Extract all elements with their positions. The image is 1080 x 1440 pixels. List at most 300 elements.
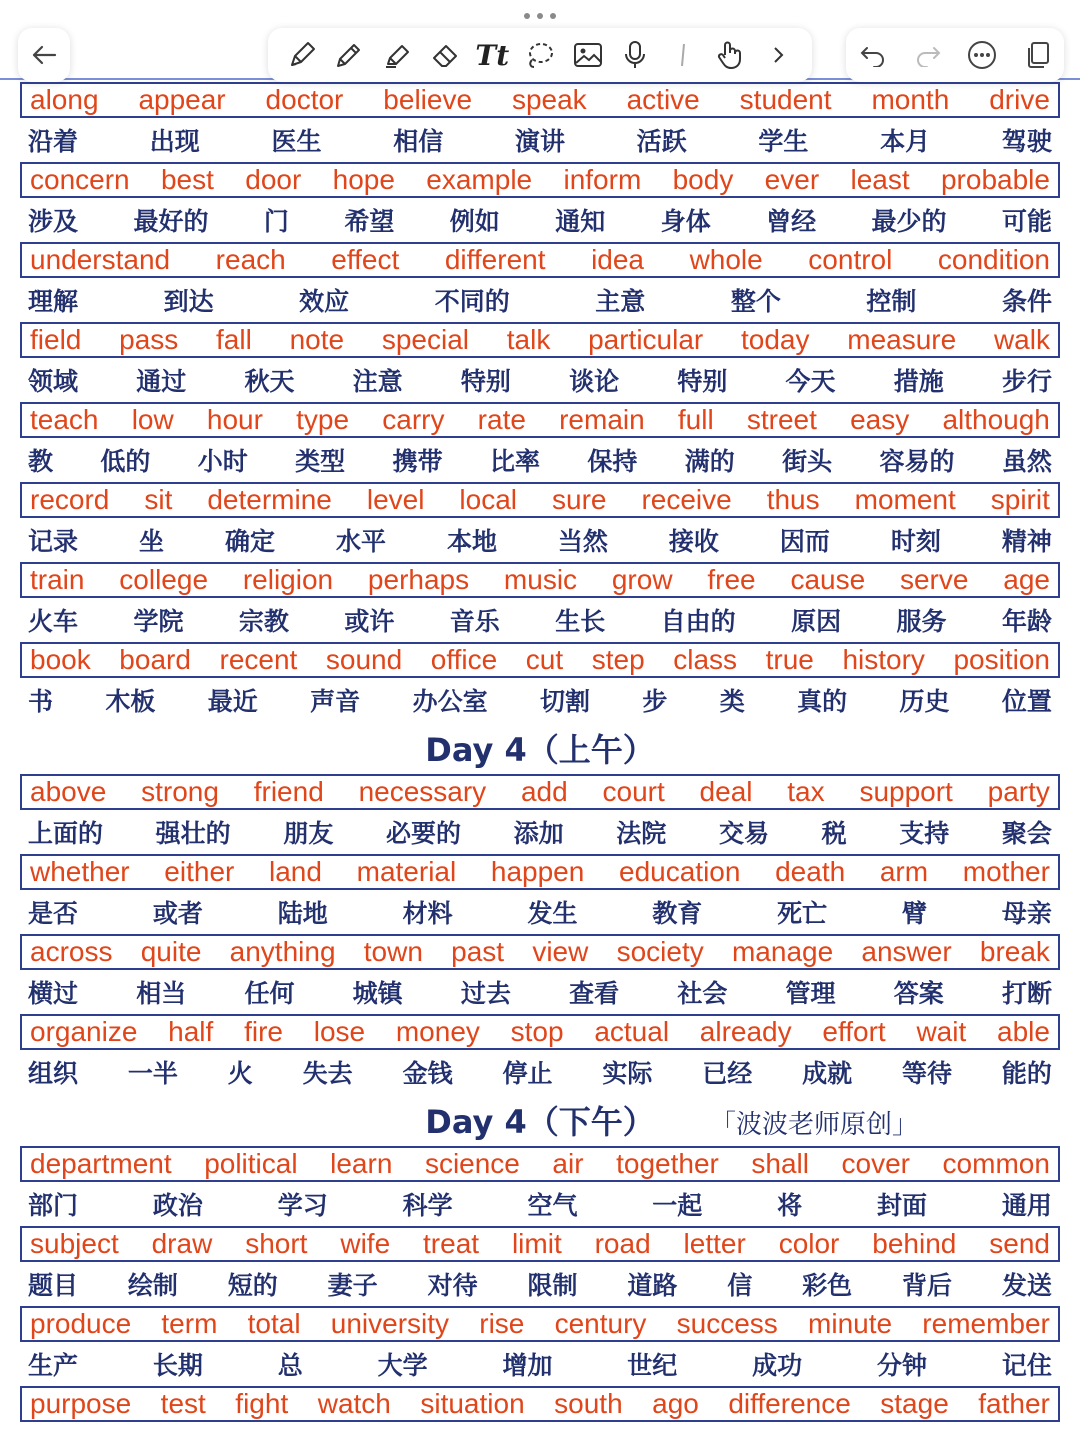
english-word: student [739, 84, 832, 115]
chinese-translation: 生产 [28, 1351, 79, 1380]
english-word: easy [850, 404, 910, 435]
chinese-translation: 记录 [28, 527, 79, 556]
english-word: moment [854, 484, 956, 515]
english-word: material [356, 856, 457, 887]
english-word: today [741, 324, 810, 355]
chinese-translation: 办公室 [412, 687, 488, 716]
chinese-translation: 音乐 [449, 607, 500, 636]
chinese-translation: 聚会 [1001, 819, 1052, 848]
chinese-translation: 实际 [602, 1059, 653, 1088]
chinese-translation: 死亡 [777, 899, 828, 928]
chinese-translation: 背后 [902, 1271, 953, 1300]
pages-icon[interactable] [1017, 35, 1057, 75]
english-word: watch [317, 1388, 391, 1419]
english-word-row [20, 1014, 1060, 1050]
chinese-translation: 材料 [402, 899, 453, 928]
chinese-translation: 医生 [271, 127, 322, 156]
english-word: already [699, 1016, 792, 1047]
english-word: color [778, 1228, 840, 1259]
english-word: carry [382, 404, 445, 435]
chinese-translation: 携带 [392, 447, 443, 476]
english-word: party [987, 776, 1050, 807]
english-word: treat [423, 1228, 480, 1259]
chinese-translation: 主意 [595, 287, 646, 316]
redo-icon[interactable] [908, 35, 948, 75]
english-word: able [997, 1016, 1050, 1047]
english-word: view [532, 936, 589, 967]
chinese-translation: 封面 [877, 1191, 928, 1220]
english-word: behind [872, 1228, 957, 1259]
chinese-translation: 出现 [149, 127, 200, 156]
english-word: effect [331, 244, 400, 275]
chinese-translation: 支持 [899, 819, 950, 848]
chinese-translation: 原因 [791, 607, 842, 636]
english-word: past [451, 936, 505, 967]
chinese-translation: 已经 [702, 1059, 753, 1088]
chinese-translation: 部门 [28, 1191, 79, 1220]
chinese-translation: 法院 [616, 819, 667, 848]
chinese-translation: 类型 [295, 447, 346, 476]
chinese-translation: 组织 [28, 1059, 79, 1088]
chinese-translation-row [20, 438, 1060, 482]
chinese-translation: 教 [28, 447, 54, 476]
english-word: shall [751, 1148, 809, 1179]
english-word: half [168, 1016, 214, 1047]
chinese-translation: 学院 [133, 607, 184, 636]
english-word: whether [30, 856, 130, 887]
finger-icon[interactable] [710, 35, 750, 75]
english-word: appear [138, 84, 226, 115]
english-word-row [20, 162, 1060, 198]
english-word: difference [728, 1388, 851, 1419]
chinese-translation-row [20, 1342, 1060, 1386]
chinese-translation: 当然 [557, 527, 608, 556]
english-word: best [160, 164, 214, 195]
english-word: understand [30, 244, 171, 275]
chinese-translation: 或许 [344, 607, 395, 636]
english-word-row [20, 1306, 1060, 1342]
chinese-translation: 沿着 [28, 127, 79, 156]
chinese-translation: 成就 [802, 1059, 853, 1088]
chinese-translation: 道路 [627, 1271, 678, 1300]
chinese-translation: 街头 [782, 447, 833, 476]
english-word-row [20, 642, 1060, 678]
chinese-translation: 总 [277, 1351, 303, 1380]
english-word: manage [731, 936, 834, 967]
english-word: success [676, 1308, 778, 1339]
english-word-row [20, 854, 1060, 890]
chinese-translation: 或者 [152, 899, 203, 928]
window-grabber[interactable] [524, 10, 556, 22]
chinese-translation: 领域 [28, 367, 79, 396]
english-word: train [30, 564, 85, 595]
english-word: determine [207, 484, 332, 515]
chinese-translation: 特别 [460, 367, 511, 396]
english-word: free [707, 564, 756, 595]
english-word: town [363, 936, 423, 967]
chinese-translation: 打断 [1001, 979, 1052, 1008]
chinese-translation: 演讲 [514, 127, 565, 156]
english-word-row [20, 482, 1060, 518]
chinese-translation: 因而 [779, 527, 830, 556]
chinese-translation: 是否 [28, 899, 79, 928]
vocabulary-section [20, 1146, 1060, 1422]
vocabulary-page [20, 82, 1060, 1422]
chinese-translation-row [20, 678, 1060, 722]
english-word: road [594, 1228, 651, 1259]
chinese-translation: 年龄 [1001, 607, 1052, 636]
chinese-translation: 最好的 [133, 207, 209, 236]
english-word: age [1003, 564, 1050, 595]
english-word: fire [244, 1016, 283, 1047]
chinese-translation: 科学 [402, 1191, 453, 1220]
english-word: special [381, 324, 469, 355]
english-word: believe [383, 84, 473, 115]
chinese-translation: 火 [227, 1059, 253, 1088]
english-word: answer [861, 936, 952, 967]
chinese-translation: 特别 [677, 367, 728, 396]
back-group [18, 28, 70, 82]
english-word: reach [215, 244, 286, 275]
english-word: anything [229, 936, 336, 967]
english-word: talk [506, 324, 551, 355]
english-word: learn [330, 1148, 393, 1179]
chinese-translation: 绘制 [127, 1271, 178, 1300]
english-word-row [20, 934, 1060, 970]
english-word: organize [30, 1016, 138, 1047]
chinese-translation: 查看 [569, 979, 620, 1008]
chinese-translation: 将 [777, 1191, 803, 1220]
english-word: record [30, 484, 110, 515]
english-word: support [859, 776, 953, 807]
chinese-translation: 精神 [1001, 527, 1052, 556]
english-word: example [426, 164, 533, 195]
english-word: stop [510, 1016, 564, 1047]
chinese-translation: 对待 [427, 1271, 478, 1300]
english-word-row [20, 774, 1060, 810]
english-word: friend [253, 776, 324, 807]
author-signature: 「波波老师原创」 [710, 1110, 919, 1140]
english-word-row [20, 1146, 1060, 1182]
english-word: wait [916, 1016, 967, 1047]
chinese-translation: 金钱 [402, 1059, 453, 1088]
english-word: walk [993, 324, 1050, 355]
chinese-translation: 服务 [896, 607, 947, 636]
english-word: above [30, 776, 107, 807]
chinese-translation: 记住 [1001, 1351, 1052, 1380]
english-word: door [245, 164, 302, 195]
chevron-right-icon[interactable] [758, 35, 798, 75]
english-word-row [20, 322, 1060, 358]
chinese-translation: 通知 [555, 207, 606, 236]
image-icon[interactable] [568, 35, 608, 75]
english-word: subject [30, 1228, 119, 1259]
chinese-translation: 母亲 [1001, 899, 1052, 928]
english-word-row [20, 402, 1060, 438]
chinese-translation: 低的 [100, 447, 151, 476]
section-title: Day 4（下午） [425, 1103, 655, 1141]
english-word: lose [313, 1016, 366, 1047]
chinese-translation-row [20, 278, 1060, 322]
chinese-translation: 容易的 [879, 447, 955, 476]
english-word: court [602, 776, 665, 807]
chinese-translation: 成功 [752, 1351, 803, 1380]
chinese-translation-row [20, 970, 1060, 1014]
chinese-translation: 生长 [555, 607, 606, 636]
english-word-row [20, 562, 1060, 598]
english-word: happen [490, 856, 585, 887]
chinese-translation: 曾经 [766, 207, 817, 236]
english-word: least [850, 164, 910, 195]
highlighter-icon[interactable] [377, 35, 417, 75]
chinese-translation: 税 [821, 819, 847, 848]
tool-palette [268, 28, 812, 82]
chinese-translation: 横过 [28, 979, 79, 1008]
english-word: recent [219, 644, 298, 675]
chinese-translation: 最近 [207, 687, 258, 716]
pencil-icon[interactable] [329, 35, 369, 75]
chinese-translation: 历史 [899, 687, 950, 716]
chinese-translation: 彩色 [802, 1271, 853, 1300]
chinese-translation: 今天 [785, 367, 836, 396]
english-word: century [554, 1308, 647, 1339]
english-word: mother [962, 856, 1050, 887]
english-word: hour [206, 404, 263, 435]
english-word: fight [235, 1388, 289, 1419]
english-word: draw [151, 1228, 213, 1259]
chinese-translation: 真的 [797, 687, 848, 716]
english-word: minute [808, 1308, 893, 1339]
chinese-translation: 谈论 [569, 367, 620, 396]
chinese-translation: 水平 [335, 527, 386, 556]
english-word: test [160, 1388, 206, 1419]
english-word: music [503, 564, 578, 595]
chinese-translation: 门 [263, 207, 289, 236]
chinese-translation: 小时 [197, 447, 248, 476]
chinese-translation: 身体 [660, 207, 711, 236]
chinese-translation: 本月 [880, 127, 931, 156]
english-word: probable [940, 164, 1050, 195]
chinese-translation: 控制 [866, 287, 917, 316]
english-word: cause [790, 564, 866, 595]
microphone-icon[interactable] [615, 35, 655, 75]
undo-icon[interactable] [853, 35, 893, 75]
chinese-translation: 最少的 [871, 207, 947, 236]
chinese-translation: 发生 [527, 899, 578, 928]
english-word: south [554, 1388, 623, 1419]
chinese-translation: 希望 [344, 207, 395, 236]
chinese-translation: 通用 [1001, 1191, 1052, 1220]
english-word: along [30, 84, 99, 115]
chinese-translation-row [20, 1182, 1060, 1226]
english-word: together [616, 1148, 719, 1179]
chinese-translation: 满的 [684, 447, 735, 476]
english-word: teach [30, 404, 99, 435]
english-word: father [978, 1388, 1050, 1419]
chinese-translation-row [20, 890, 1060, 934]
chinese-translation: 能的 [1001, 1059, 1052, 1088]
chinese-translation: 步行 [1001, 367, 1052, 396]
english-word: limit [511, 1228, 562, 1259]
english-word: field [30, 324, 82, 355]
chinese-translation: 步 [642, 687, 668, 716]
chinese-translation: 到达 [163, 287, 214, 316]
chinese-translation: 教育 [652, 899, 703, 928]
more-icon[interactable] [962, 35, 1002, 75]
english-word: department [30, 1148, 172, 1179]
chinese-translation-row [20, 358, 1060, 402]
toolbar-separator [663, 35, 703, 75]
chinese-translation: 城镇 [352, 979, 403, 1008]
chinese-translation: 信 [727, 1271, 753, 1300]
english-word: particular [588, 324, 704, 355]
chinese-translation: 秋天 [244, 367, 295, 396]
chinese-translation-row [20, 518, 1060, 562]
english-word: class [673, 644, 738, 675]
chinese-translation: 效应 [299, 287, 350, 316]
english-word: step [591, 644, 645, 675]
chinese-translation: 不同的 [434, 287, 510, 316]
chinese-translation: 类 [719, 687, 745, 716]
lasso-icon[interactable] [520, 35, 560, 75]
chinese-translation: 切割 [539, 687, 590, 716]
english-word: death [775, 856, 846, 887]
chinese-translation: 整个 [730, 287, 781, 316]
english-word: although [942, 404, 1050, 435]
english-word: wife [340, 1228, 391, 1259]
english-word: send [989, 1228, 1050, 1259]
english-word: produce [30, 1308, 132, 1339]
english-word: concern [30, 164, 130, 195]
chinese-translation: 限制 [527, 1271, 578, 1300]
chinese-translation: 必要的 [385, 819, 461, 848]
english-word: either [164, 856, 235, 887]
english-word: tax [787, 776, 825, 807]
chinese-translation: 失去 [302, 1059, 353, 1088]
chinese-translation: 题目 [28, 1271, 79, 1300]
chinese-translation: 活跃 [636, 127, 687, 156]
chinese-translation: 位置 [1001, 687, 1052, 716]
english-word: receive [641, 484, 732, 515]
chinese-translation: 书 [28, 687, 54, 716]
english-word: note [289, 324, 345, 355]
action-group [846, 28, 1064, 82]
chinese-translation: 短的 [227, 1271, 278, 1300]
chinese-translation: 注意 [352, 367, 403, 396]
english-word: spirit [990, 484, 1050, 515]
chinese-translation: 驾驶 [1001, 127, 1052, 156]
english-word: rise [479, 1308, 525, 1339]
english-word: sure [552, 484, 607, 515]
english-word-row [20, 242, 1060, 278]
english-word: perhaps [367, 564, 470, 595]
chinese-translation: 时刻 [890, 527, 941, 556]
chinese-translation: 宗教 [238, 607, 289, 636]
english-word: air [552, 1148, 584, 1179]
chinese-translation: 上面的 [28, 819, 104, 848]
arrow-left-icon[interactable] [24, 35, 64, 75]
chinese-translation: 任何 [244, 979, 295, 1008]
english-word: remember [922, 1308, 1050, 1339]
chinese-translation: 社会 [677, 979, 728, 1008]
english-word: university [330, 1308, 450, 1339]
chinese-translation-row [20, 118, 1060, 162]
chinese-translation-row [20, 1050, 1060, 1094]
chinese-translation: 相当 [136, 979, 187, 1008]
english-word: serve [899, 564, 969, 595]
english-word: level [366, 484, 425, 515]
chinese-translation: 可能 [1001, 207, 1052, 236]
vocabulary-section [20, 82, 1060, 722]
pen-icon[interactable] [282, 35, 322, 75]
day4-afternoon-heading [20, 1094, 1060, 1146]
chinese-translation: 政治 [152, 1191, 203, 1220]
english-word: common [942, 1148, 1050, 1179]
english-word: situation [420, 1388, 525, 1419]
chinese-translation: 一半 [127, 1059, 178, 1088]
english-word: effort [822, 1016, 886, 1047]
chinese-translation: 木板 [105, 687, 156, 716]
english-word: rate [477, 404, 526, 435]
english-word: low [131, 404, 174, 435]
chinese-translation-row [20, 198, 1060, 242]
vocabulary-section [20, 774, 1060, 1094]
english-word: different [444, 244, 546, 275]
english-word: education [619, 856, 741, 887]
english-word: deal [699, 776, 753, 807]
chinese-translation: 增加 [502, 1351, 553, 1380]
english-word: cut [525, 644, 564, 675]
english-word: cover [841, 1148, 910, 1179]
english-word: active [626, 84, 700, 115]
english-word: thus [766, 484, 820, 515]
english-word: remain [559, 404, 645, 435]
english-word: type [296, 404, 350, 435]
english-word: fall [216, 324, 252, 355]
english-word: short [245, 1228, 308, 1259]
english-word: term [161, 1308, 218, 1339]
english-word: land [269, 856, 322, 887]
text-tool-icon[interactable]: Tt [475, 38, 510, 72]
chinese-translation: 相信 [393, 127, 444, 156]
chinese-translation-row [20, 598, 1060, 642]
english-word: add [520, 776, 568, 807]
english-word: control [808, 244, 893, 275]
english-word: condition [937, 244, 1050, 275]
english-word: actual [594, 1016, 670, 1047]
chinese-translation: 自由的 [660, 607, 736, 636]
english-word: strong [141, 776, 219, 807]
english-word: purpose [30, 1388, 132, 1419]
english-word-row [20, 82, 1060, 118]
english-word: break [979, 936, 1050, 967]
chinese-translation: 学习 [277, 1191, 328, 1220]
english-word: grow [611, 564, 673, 595]
english-word-row [20, 1226, 1060, 1262]
english-word: science [424, 1148, 520, 1179]
english-word: society [616, 936, 704, 967]
chinese-translation: 火车 [28, 607, 79, 636]
english-word: doctor [265, 84, 344, 115]
chinese-translation: 理解 [28, 287, 79, 316]
english-word-row [20, 1386, 1060, 1422]
chinese-translation: 强壮的 [155, 819, 231, 848]
eraser-icon[interactable] [425, 35, 465, 75]
chinese-translation: 例如 [449, 207, 500, 236]
chinese-translation: 过去 [460, 979, 511, 1008]
english-word: ago [652, 1388, 699, 1419]
chinese-translation-row [20, 810, 1060, 854]
